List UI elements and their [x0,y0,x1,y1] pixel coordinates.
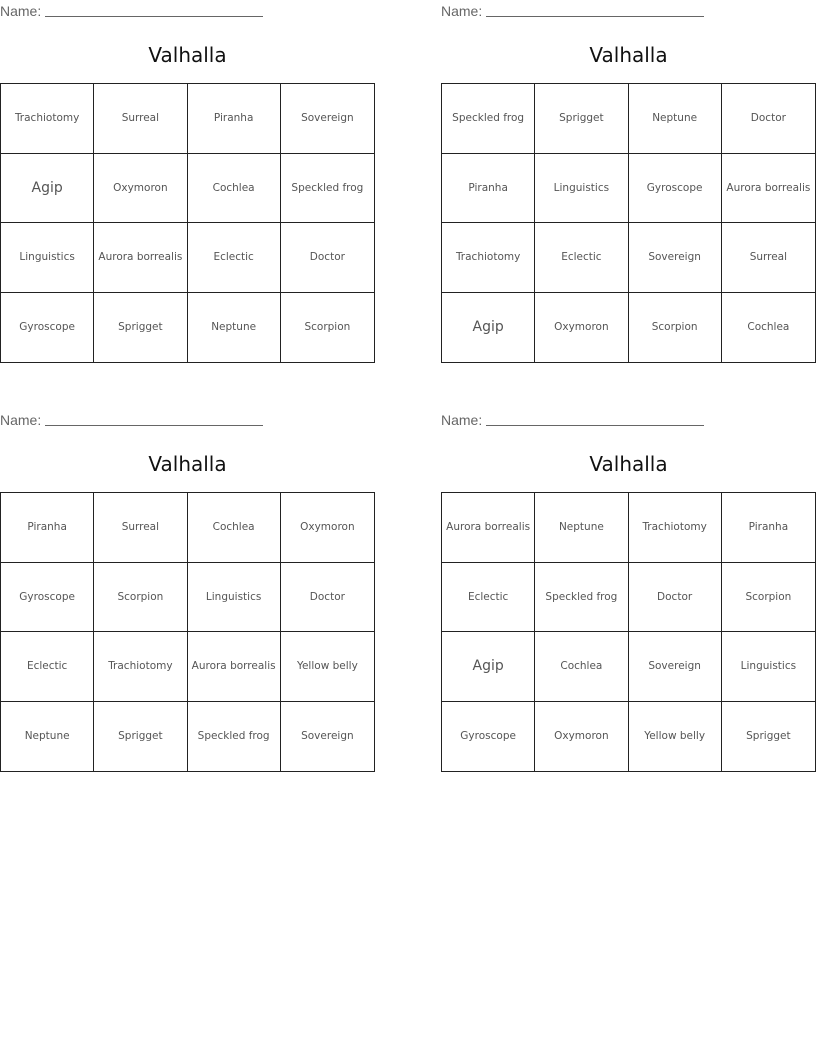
grid-cell: Scorpion [304,321,351,334]
grid-cell: Aurora borrealis [94,223,187,293]
grid-cell: Surreal [722,223,815,293]
grid-cell: Trachiotomy [1,84,94,154]
grid-cell: Cochlea [535,632,628,702]
grid-cell: Sprigget [746,730,791,743]
grid-cell: Agip [442,632,535,702]
name-field [0,2,263,20]
name-field [441,411,704,429]
name-label: Name: [0,3,42,19]
grid-cell: Agip [442,293,535,363]
grid-cell: Eclectic [188,223,281,293]
grid-cell: Cochlea [188,493,281,563]
grid-cell: Oxymoron [94,154,187,224]
grid-cell: Eclectic [1,632,94,702]
grid-cell: Doctor [281,563,374,633]
grid-cell: Aurora borrealis [188,632,281,702]
grid-cell: Linguistics [722,632,815,702]
grid-cell: Piranha [1,493,94,563]
grid-cell: Sovereign [281,84,374,154]
grid-cell: Doctor [722,84,815,154]
grid-cell: Piranha [442,154,535,224]
grid-cell: Sprigget [94,702,187,772]
grid-cell: Gyroscope [629,154,722,224]
card-title: Valhalla [589,43,668,67]
bingo-grid [441,492,816,772]
grid-cell: Linguistics [188,563,281,633]
grid-cell: Gyroscope [1,293,94,363]
name-field [441,2,704,20]
card-title: Valhalla [589,452,668,476]
grid-cell: Scorpion [722,563,815,633]
grid-cell: Piranha [722,493,815,563]
grid-cell: Aurora borrealis [722,154,815,224]
bingo-card-3 [0,409,375,772]
grid-cell: Trachiotomy [442,223,535,293]
grid-cell: Gyroscope [442,702,535,772]
grid-cell: Speckled frog [442,84,535,154]
grid-cell: Linguistics [535,154,628,224]
name-blank-line[interactable] [486,2,704,17]
grid-cell: Doctor [281,223,374,293]
bingo-card-4 [441,409,816,772]
grid-cell: Neptune [1,702,94,772]
grid-cell: Cochlea [188,154,281,224]
card-title: Valhalla [148,452,227,476]
grid-cell: Cochlea [747,321,790,334]
bingo-grid [0,83,375,363]
name-blank-line[interactable] [45,2,263,17]
grid-cell: Yellow belly [281,632,374,702]
bingo-grid [441,83,816,363]
grid-cell: Linguistics [1,223,94,293]
grid-cell: Oxymoron [535,702,628,772]
grid-cell: Neptune [629,84,722,154]
grid-cell: Sprigget [94,293,187,363]
grid-cell: Neptune [188,293,281,363]
bingo-card-1 [0,0,375,363]
grid-cell: Sovereign [301,730,354,743]
name-label: Name: [441,412,483,428]
name-label: Name: [441,3,483,19]
grid-cell: Oxymoron [281,493,374,563]
grid-cell: Trachiotomy [94,632,187,702]
grid-cell: Trachiotomy [629,493,722,563]
grid-cell: Sovereign [629,632,722,702]
name-field [0,411,263,429]
grid-cell: Eclectic [535,223,628,293]
name-blank-line[interactable] [45,411,263,426]
name-label: Name: [0,412,42,428]
grid-cell: Neptune [535,493,628,563]
grid-cell: Sprigget [535,84,628,154]
grid-cell: Doctor [629,563,722,633]
grid-cell: Scorpion [629,293,722,363]
grid-cell: Oxymoron [535,293,628,363]
grid-cell: Agip [1,154,94,224]
grid-cell: Scorpion [94,563,187,633]
grid-cell: Eclectic [442,563,535,633]
grid-cell: Sovereign [629,223,722,293]
bingo-card-2 [441,0,816,363]
grid-cell: Speckled frog [281,154,374,224]
card-title: Valhalla [148,43,227,67]
grid-cell: Piranha [188,84,281,154]
grid-cell: Speckled frog [535,563,628,633]
grid-cell: Gyroscope [1,563,94,633]
grid-cell: Yellow belly [629,702,722,772]
grid-cell: Speckled frog [188,702,281,772]
name-blank-line[interactable] [486,411,704,426]
grid-cell: Surreal [94,493,187,563]
bingo-grid [0,492,375,772]
grid-cell: Aurora borrealis [442,493,535,563]
grid-cell: Surreal [94,84,187,154]
